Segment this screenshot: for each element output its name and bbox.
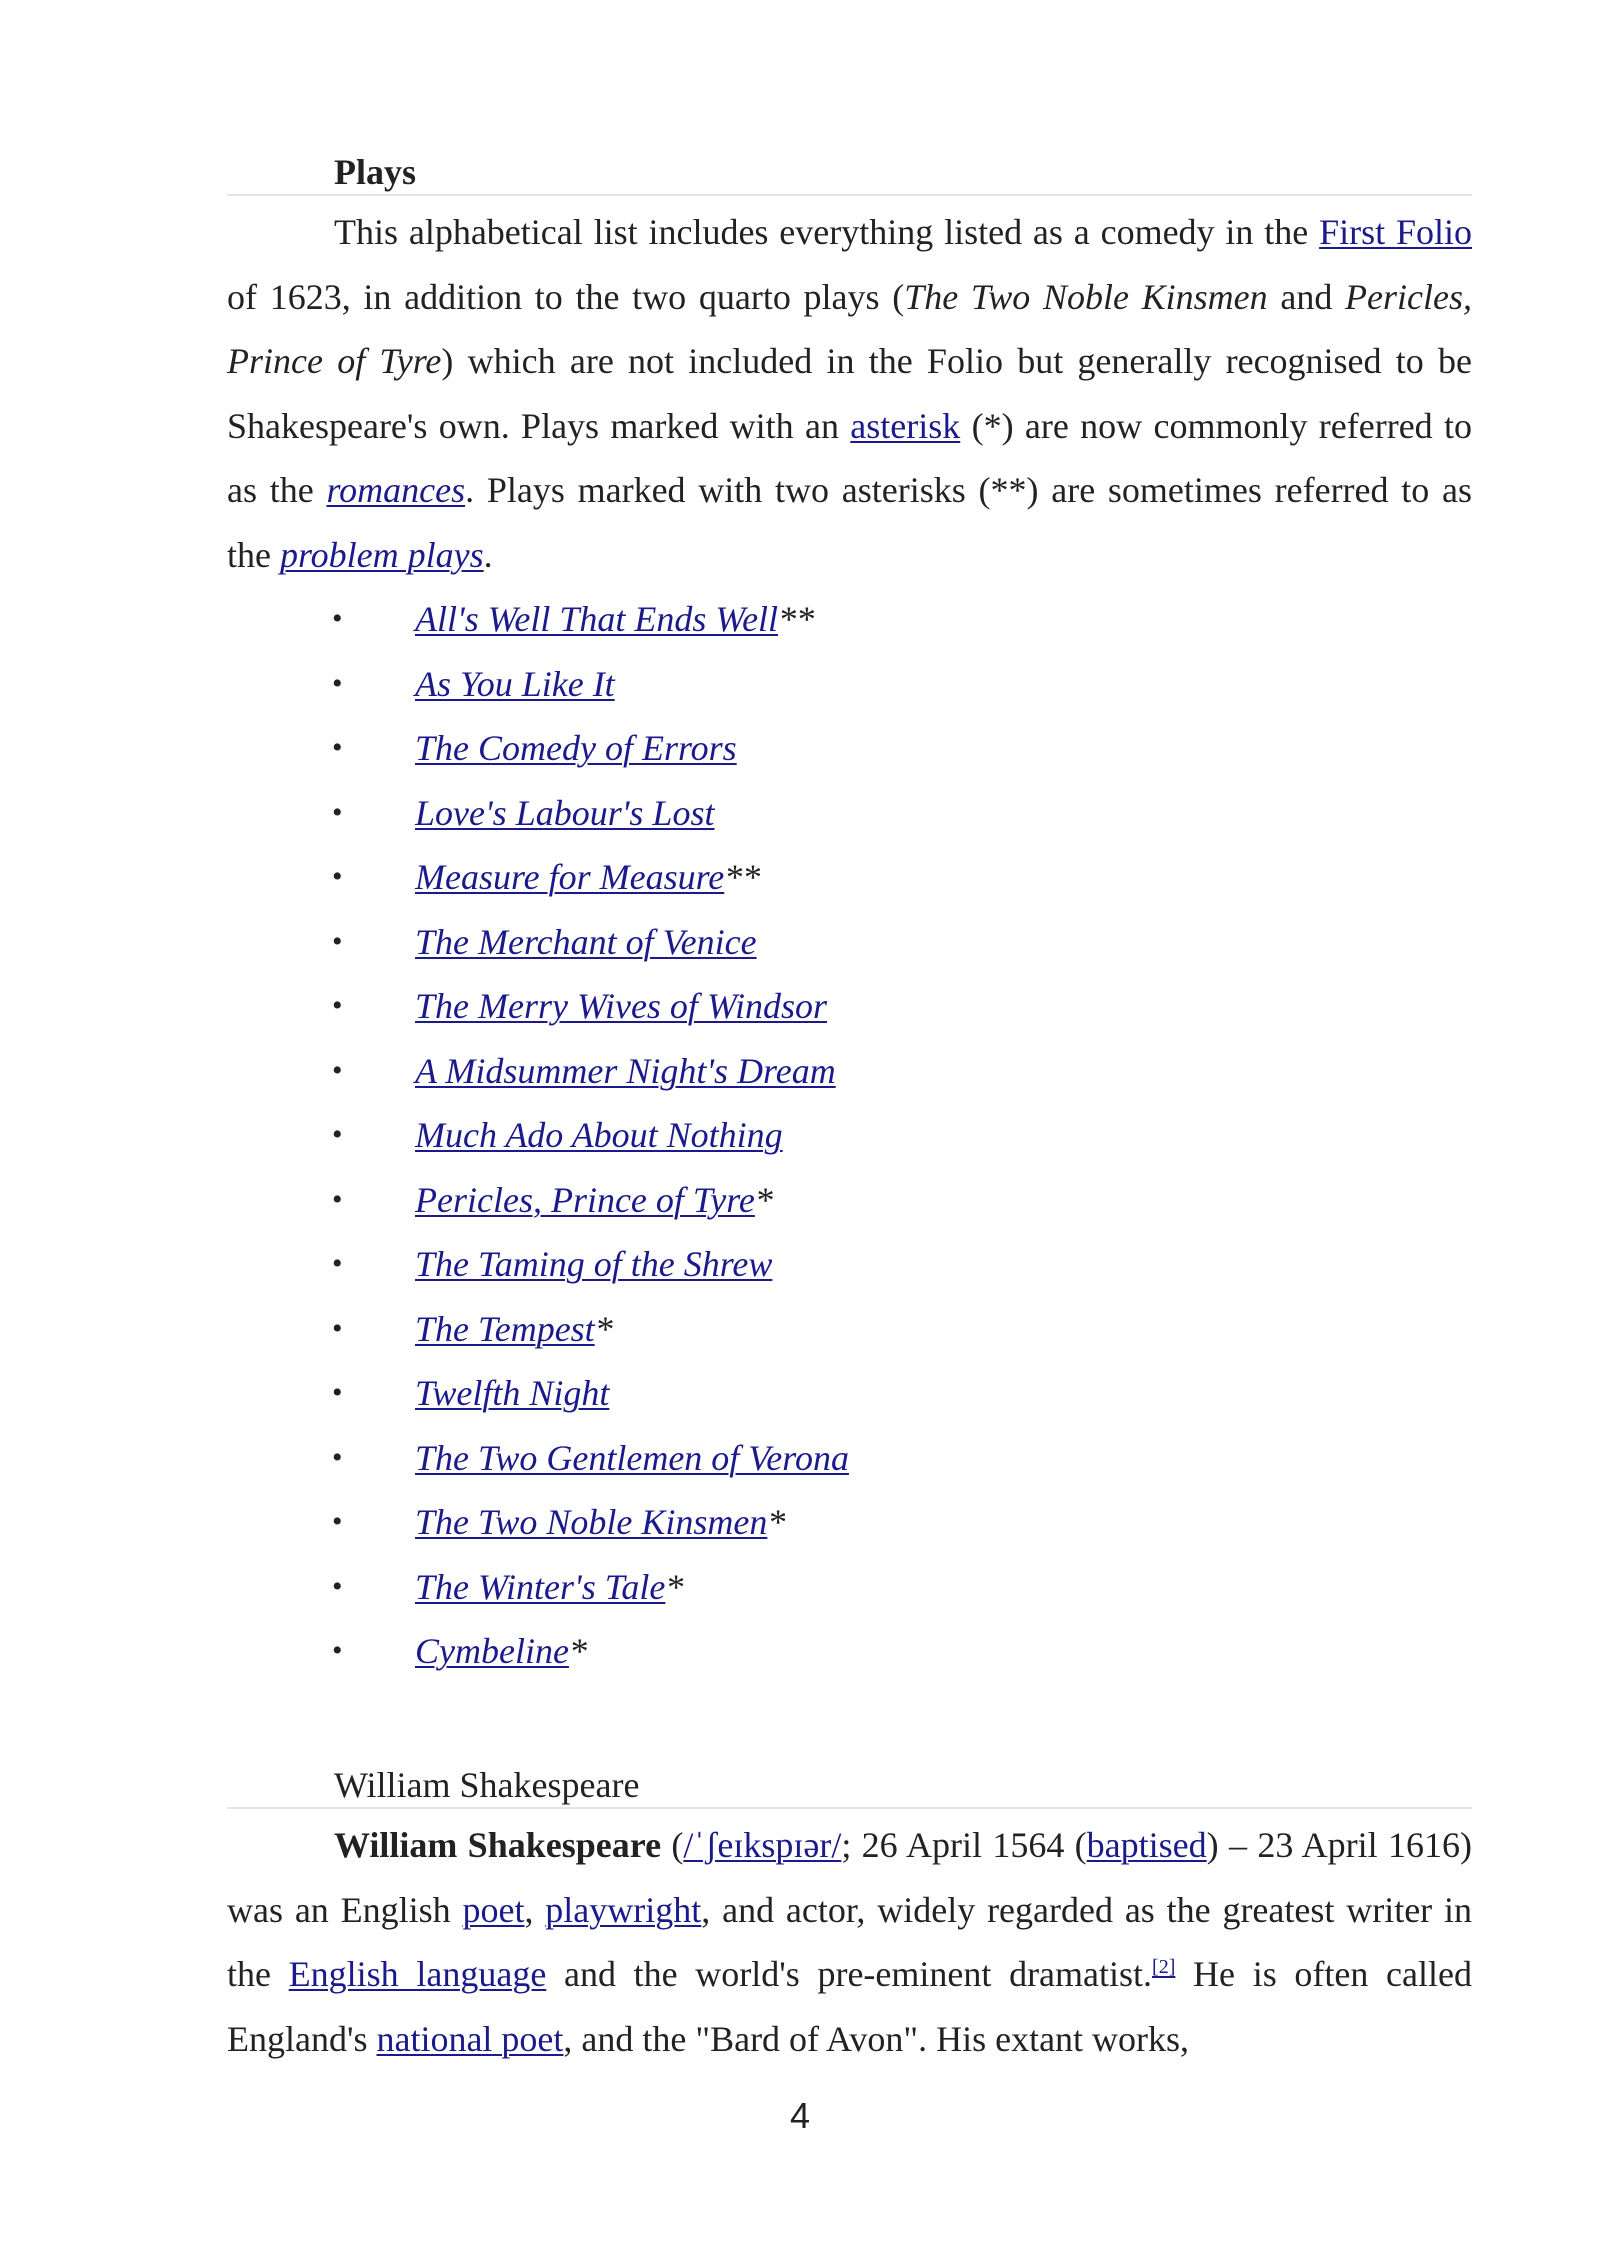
page-number: 4	[789, 2095, 811, 2136]
play-link[interactable]: The Tempest	[415, 1308, 595, 1349]
link-poet[interactable]: poet	[462, 1889, 525, 1930]
link-romances[interactable]: romances	[326, 470, 466, 510]
asterisk-mark: **	[724, 857, 761, 897]
plays-section	[227, 150, 1472, 1684]
intro-text: This alphabetical list includes everything listed as a comedy in the	[334, 212, 1320, 252]
link-first-folio[interactable]: First Folio	[1319, 212, 1472, 252]
reference-link[interactable]: [2]	[1152, 1956, 1176, 1978]
link-asterisk[interactable]: asterisk	[850, 405, 961, 446]
play-link[interactable]: The Two Gentlemen of Verona	[415, 1437, 849, 1478]
play-link[interactable]: Twelfth Night	[415, 1373, 610, 1413]
list-item	[227, 716, 1472, 781]
bullet-icon: •	[332, 1247, 343, 1280]
list-item	[227, 1232, 1472, 1297]
asterisk-mark: **	[778, 599, 815, 639]
play-link[interactable]: Love's Labour's Lost	[415, 792, 715, 833]
list-item	[227, 1555, 1472, 1620]
play-link[interactable]: All's Well That Ends Well	[415, 599, 779, 639]
bullet-icon: •	[332, 602, 343, 635]
bullet-icon: •	[332, 1053, 343, 1087]
bullet-icon: •	[332, 1118, 343, 1151]
bullet-icon: •	[332, 1505, 343, 1538]
play-link[interactable]: The Merry Wives of Windsor	[415, 986, 827, 1026]
list-item	[227, 1426, 1472, 1491]
list-item	[227, 1490, 1472, 1555]
intro-text: and	[1267, 276, 1346, 317]
link-english-language[interactable]: English language	[288, 1954, 547, 1994]
bullet-icon: •	[332, 1311, 343, 1345]
play-link[interactable]: Pericles, Prince of Tyre	[415, 1179, 755, 1220]
bullet-icon: •	[332, 1376, 343, 1409]
asterisk-mark: *	[754, 1179, 773, 1220]
bio-text: , and actor, widely regarded as the greatest writer in the	[227, 1889, 1473, 1994]
list-item	[227, 1361, 1472, 1426]
asterisk-mark: *	[594, 1308, 613, 1349]
bio-text: He is often called England's	[227, 1954, 1472, 2059]
play-link[interactable]: As You Like It	[415, 663, 615, 704]
intro-text: ) which are not included in the Folio but generally recognised to be Shakespeare's own. Plays marked with an	[227, 341, 1472, 446]
list-item	[227, 974, 1472, 1039]
list-item	[227, 1619, 1472, 1684]
bullet-icon: •	[332, 1440, 343, 1474]
list-item	[227, 781, 1472, 846]
asterisk-mark: *	[665, 1566, 684, 1607]
bullet-icon: •	[332, 731, 343, 764]
bio-text: ) – 23 April 1616) was an English	[227, 1825, 1472, 1930]
italic-title: The Two Noble Kinsmen	[904, 276, 1268, 317]
bullet-icon: •	[332, 989, 343, 1022]
shakespeare-section	[227, 1763, 1472, 2071]
intro-text: of 1623, in addition to the two quarto plays (	[227, 276, 905, 317]
bio-text: , and the "Bard of Avon". His extant works,	[563, 2018, 1190, 2059]
list-item	[227, 1039, 1472, 1104]
play-link[interactable]: A Midsummer Night's Dream	[415, 1050, 836, 1091]
link-national-poet[interactable]: national poet	[376, 2018, 564, 2059]
bullet-icon: •	[332, 666, 343, 700]
bio-text: ; 26 April 1564 (	[841, 1825, 1087, 1865]
plays-list	[227, 587, 1472, 1684]
bio-text: (	[661, 1825, 684, 1865]
plays-intro-paragraph	[227, 200, 1472, 587]
list-item	[227, 1297, 1472, 1362]
bullet-icon: •	[332, 1634, 343, 1667]
list-item	[227, 1103, 1472, 1168]
play-link[interactable]: The Winter's Tale	[415, 1566, 666, 1607]
list-item	[227, 652, 1472, 717]
bullet-icon: •	[332, 1182, 343, 1216]
list-item	[227, 910, 1472, 975]
play-link[interactable]: Measure for Measure	[415, 857, 725, 897]
list-item	[227, 845, 1472, 910]
bullet-icon: •	[332, 860, 343, 893]
intro-text: (*) are now commonly referred to as the	[227, 405, 1472, 510]
bio-text: ,	[524, 1889, 546, 1930]
section-heading-shakespeare: William Shakespeare	[227, 1763, 1472, 1809]
italic-title: Pericles, Prince of Tyre	[227, 276, 1472, 381]
bio-name: William Shakespeare	[334, 1825, 662, 1865]
link-problem-plays[interactable]: problem plays	[279, 534, 484, 575]
asterisk-mark: *	[767, 1502, 786, 1542]
intro-text: .	[483, 534, 493, 575]
bio-text: and the world's pre-eminent dramatist.	[546, 1954, 1153, 1994]
play-link[interactable]: The Two Noble Kinsmen	[415, 1502, 768, 1542]
list-item	[227, 1168, 1472, 1233]
link-baptised[interactable]: baptised	[1086, 1825, 1207, 1865]
asterisk-mark: *	[568, 1631, 587, 1671]
link-playwright[interactable]: playwright	[545, 1889, 702, 1930]
bullet-icon: •	[332, 924, 343, 958]
play-link[interactable]: The Merchant of Venice	[415, 921, 757, 962]
play-link[interactable]: Much Ado About Nothing	[415, 1115, 783, 1155]
play-link[interactable]: The Taming of the Shrew	[415, 1244, 773, 1284]
play-link[interactable]: Cymbeline	[415, 1631, 569, 1671]
intro-text: . Plays marked with two asterisks (**) are sometimes referred to as the	[227, 470, 1473, 575]
shakespeare-bio-paragraph	[227, 1813, 1472, 2071]
bullet-icon: •	[332, 1569, 343, 1603]
list-item	[227, 587, 1472, 652]
section-heading-plays: Plays	[227, 150, 1472, 196]
bullet-icon: •	[332, 795, 343, 829]
play-link[interactable]: The Comedy of Errors	[415, 728, 737, 768]
link-pronunciation[interactable]: /ˈʃeɪkspɪər/	[683, 1825, 842, 1865]
